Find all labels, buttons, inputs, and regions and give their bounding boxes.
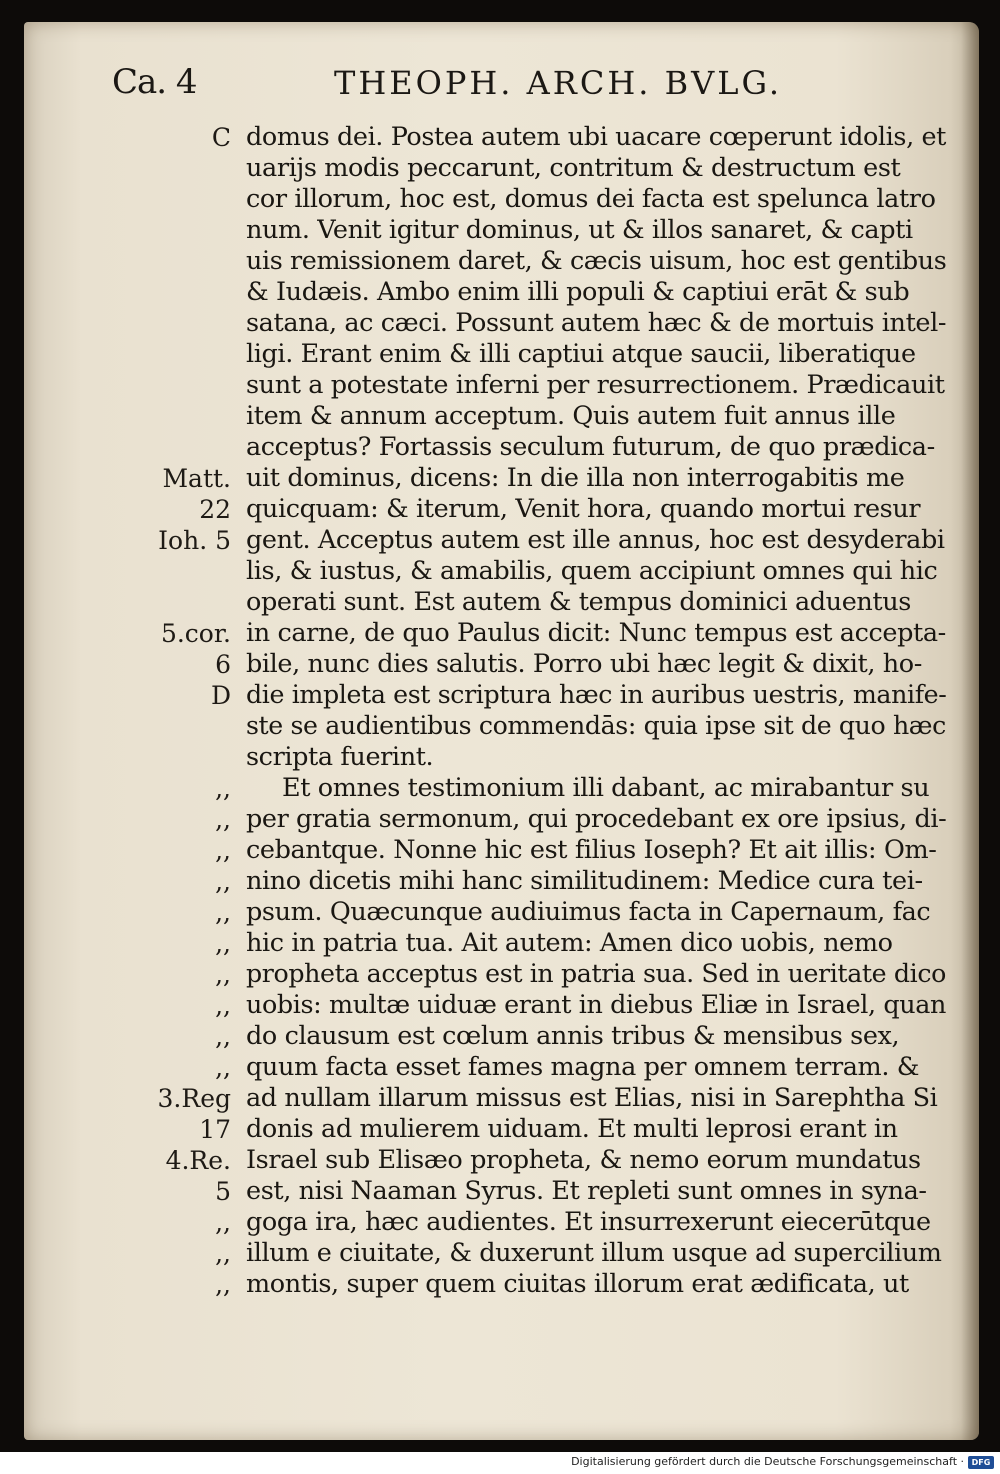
text-line: per gratia sermonum, qui procedebant ex ore ipsius, di- (246, 804, 947, 834)
marginal-notes (119, 122, 231, 1300)
text-line: ad nullam illarum missus est Elias, nisi in Sarephtha Si (246, 1083, 938, 1113)
text-line: in carne, de quo Paulus dicit: Nunc tempus est accepta- (246, 618, 946, 648)
text-line: lis, & iustus, & amabilis, quem accipiunt omnes qui hic (246, 556, 938, 586)
footer-credit: Digitalisierung gefördert durch die Deutsche Forschungsgemeinschaft · (571, 1455, 964, 1468)
book-page (24, 22, 979, 1440)
margin-note (119, 401, 231, 432)
text-line: nino dicetis mihi hanc similitudinem: Medice cura tei- (246, 866, 923, 896)
text-line: satana, ac cæci. Possunt autem hæc & de mortuis intel- (246, 308, 947, 338)
margin-note: ,, (215, 774, 231, 803)
margin-note: 6 (215, 650, 231, 679)
margin-note (119, 742, 231, 773)
text-line: die impleta est scriptura hæc in auribus uestris, manife- (246, 680, 947, 710)
margin-note (119, 711, 231, 742)
margin-note: ,, (215, 929, 231, 958)
text-line: Et omnes testimonium illi dabant, ac mirabantur su (282, 773, 930, 803)
text-line: item & annum acceptum. Quis autem fuit annus ille (246, 401, 896, 431)
margin-note: 22 (199, 495, 231, 524)
text-line: & Iudæis. Ambo enim illi populi & captiui erāt & sub (246, 277, 910, 307)
margin-note (119, 339, 231, 370)
margin-note: ,, (215, 1208, 231, 1237)
margin-note: ,, (215, 836, 231, 865)
body-text (246, 122, 946, 1300)
text-line: montis, super quem ciuitas illorum erat ædificata, ut (246, 1269, 909, 1299)
margin-note: 4.Re. (165, 1146, 231, 1175)
text-line: psum. Quæcunque audiuimus facta in Capernaum, fac (246, 897, 931, 927)
text-line: bile, nunc dies salutis. Porro ubi hæc legit & dixit, ho- (246, 649, 922, 679)
margin-note: ,, (215, 960, 231, 989)
margin-note (119, 184, 231, 215)
margin-note: ,, (215, 898, 231, 927)
text-line: est, nisi Naaman Syrus. Et repleti sunt omnes in syna- (246, 1176, 927, 1206)
margin-note (119, 153, 231, 184)
text-line: propheta acceptus est in patria sua. Sed in ueritate dico (246, 959, 946, 989)
text-line: goga ira, hæc audientes. Et insurrexerunt eiecerūtque (246, 1207, 931, 1237)
text-line: num. Venit igitur dominus, ut & illos sanaret, & capti (246, 215, 913, 245)
margin-note: 5.cor. (160, 619, 231, 648)
text-line: domus dei. Postea autem ubi uacare cœperunt idolis, et (246, 122, 947, 152)
margin-note: Ioh. 5 (158, 526, 231, 555)
chapter-number: Ca. 4 (112, 62, 197, 102)
margin-note: 3.Reg (157, 1084, 231, 1113)
margin-note (119, 308, 231, 339)
margin-note: ,, (215, 1270, 231, 1299)
margin-note (119, 587, 231, 618)
running-title: THEOPH. ARCH. BVLG. (334, 64, 783, 102)
text-line: cor illorum, hoc est, domus dei facta est spelunca latro (246, 184, 936, 214)
margin-note: ,, (215, 1239, 231, 1268)
margin-note: ,, (215, 805, 231, 834)
dfg-logo: DFG (968, 1456, 994, 1469)
page-edge-shadow (961, 22, 979, 1440)
margin-note: ,, (215, 867, 231, 896)
text-line: uit dominus, dicens: In die illa non interrogabitis me (246, 463, 905, 493)
margin-note (119, 246, 231, 277)
text-line: quicquam: & iterum, Venit hora, quando mortui resur (246, 494, 921, 524)
text-line: ligi. Erant enim & illi captiui atque saucii, liberatique (246, 339, 916, 369)
margin-note: D (210, 681, 231, 710)
margin-note: 17 (199, 1115, 231, 1144)
text-line: uobis: multæ uiduæ erant in diebus Eliæ in Israel, quan (246, 990, 946, 1020)
text-line: illum e ciuitate, & duxerunt illum usque ad supercilium (246, 1238, 942, 1268)
digitization-footer (0, 1452, 1000, 1474)
text-line: ste se audientibus commendās: quia ipse sit de quo hæc (246, 711, 946, 741)
text-line: hic in patria tua. Ait autem: Amen dico uobis, nemo (246, 928, 893, 958)
margin-note (119, 215, 231, 246)
text-line: acceptus? Fortassis seculum futurum, de quo prædica- (246, 432, 935, 462)
running-header (24, 62, 979, 106)
margin-note: ,, (215, 991, 231, 1020)
text-line: do clausum est cœlum annis tribus & mensibus sex, (246, 1021, 900, 1051)
margin-note: C (211, 123, 231, 152)
margin-note: Matt. (162, 464, 231, 493)
text-line: sunt a potestate inferni per resurrectionem. Prædicauit (246, 370, 945, 400)
text-line: quum facta esset fames magna per omnem terram. & (246, 1052, 920, 1082)
text-line: gent. Acceptus autem est ille annus, hoc est desyderabi (246, 525, 945, 555)
text-line: uis remissionem daret, & cæcis uisum, hoc est gentibus (246, 246, 947, 276)
margin-note: ,, (215, 1022, 231, 1051)
margin-note (119, 370, 231, 401)
margin-note (119, 432, 231, 463)
text-line: uarijs modis peccarunt, contritum & destructum est (246, 153, 901, 183)
text-line: Israel sub Elisæo propheta, & nemo eorum mundatus (246, 1145, 921, 1175)
margin-note: 5 (215, 1177, 231, 1206)
text-line: scripta fuerint. (246, 742, 434, 772)
margin-note: ,, (215, 1053, 231, 1082)
margin-note (119, 556, 231, 587)
margin-note (119, 277, 231, 308)
text-line: cebantque. Nonne hic est filius Ioseph? Et ait illis: Om- (246, 835, 937, 865)
text-line: operati sunt. Est autem & tempus dominici aduentus (246, 587, 911, 617)
text-line: donis ad mulierem uiduam. Et multi leprosi erant in (246, 1114, 898, 1144)
